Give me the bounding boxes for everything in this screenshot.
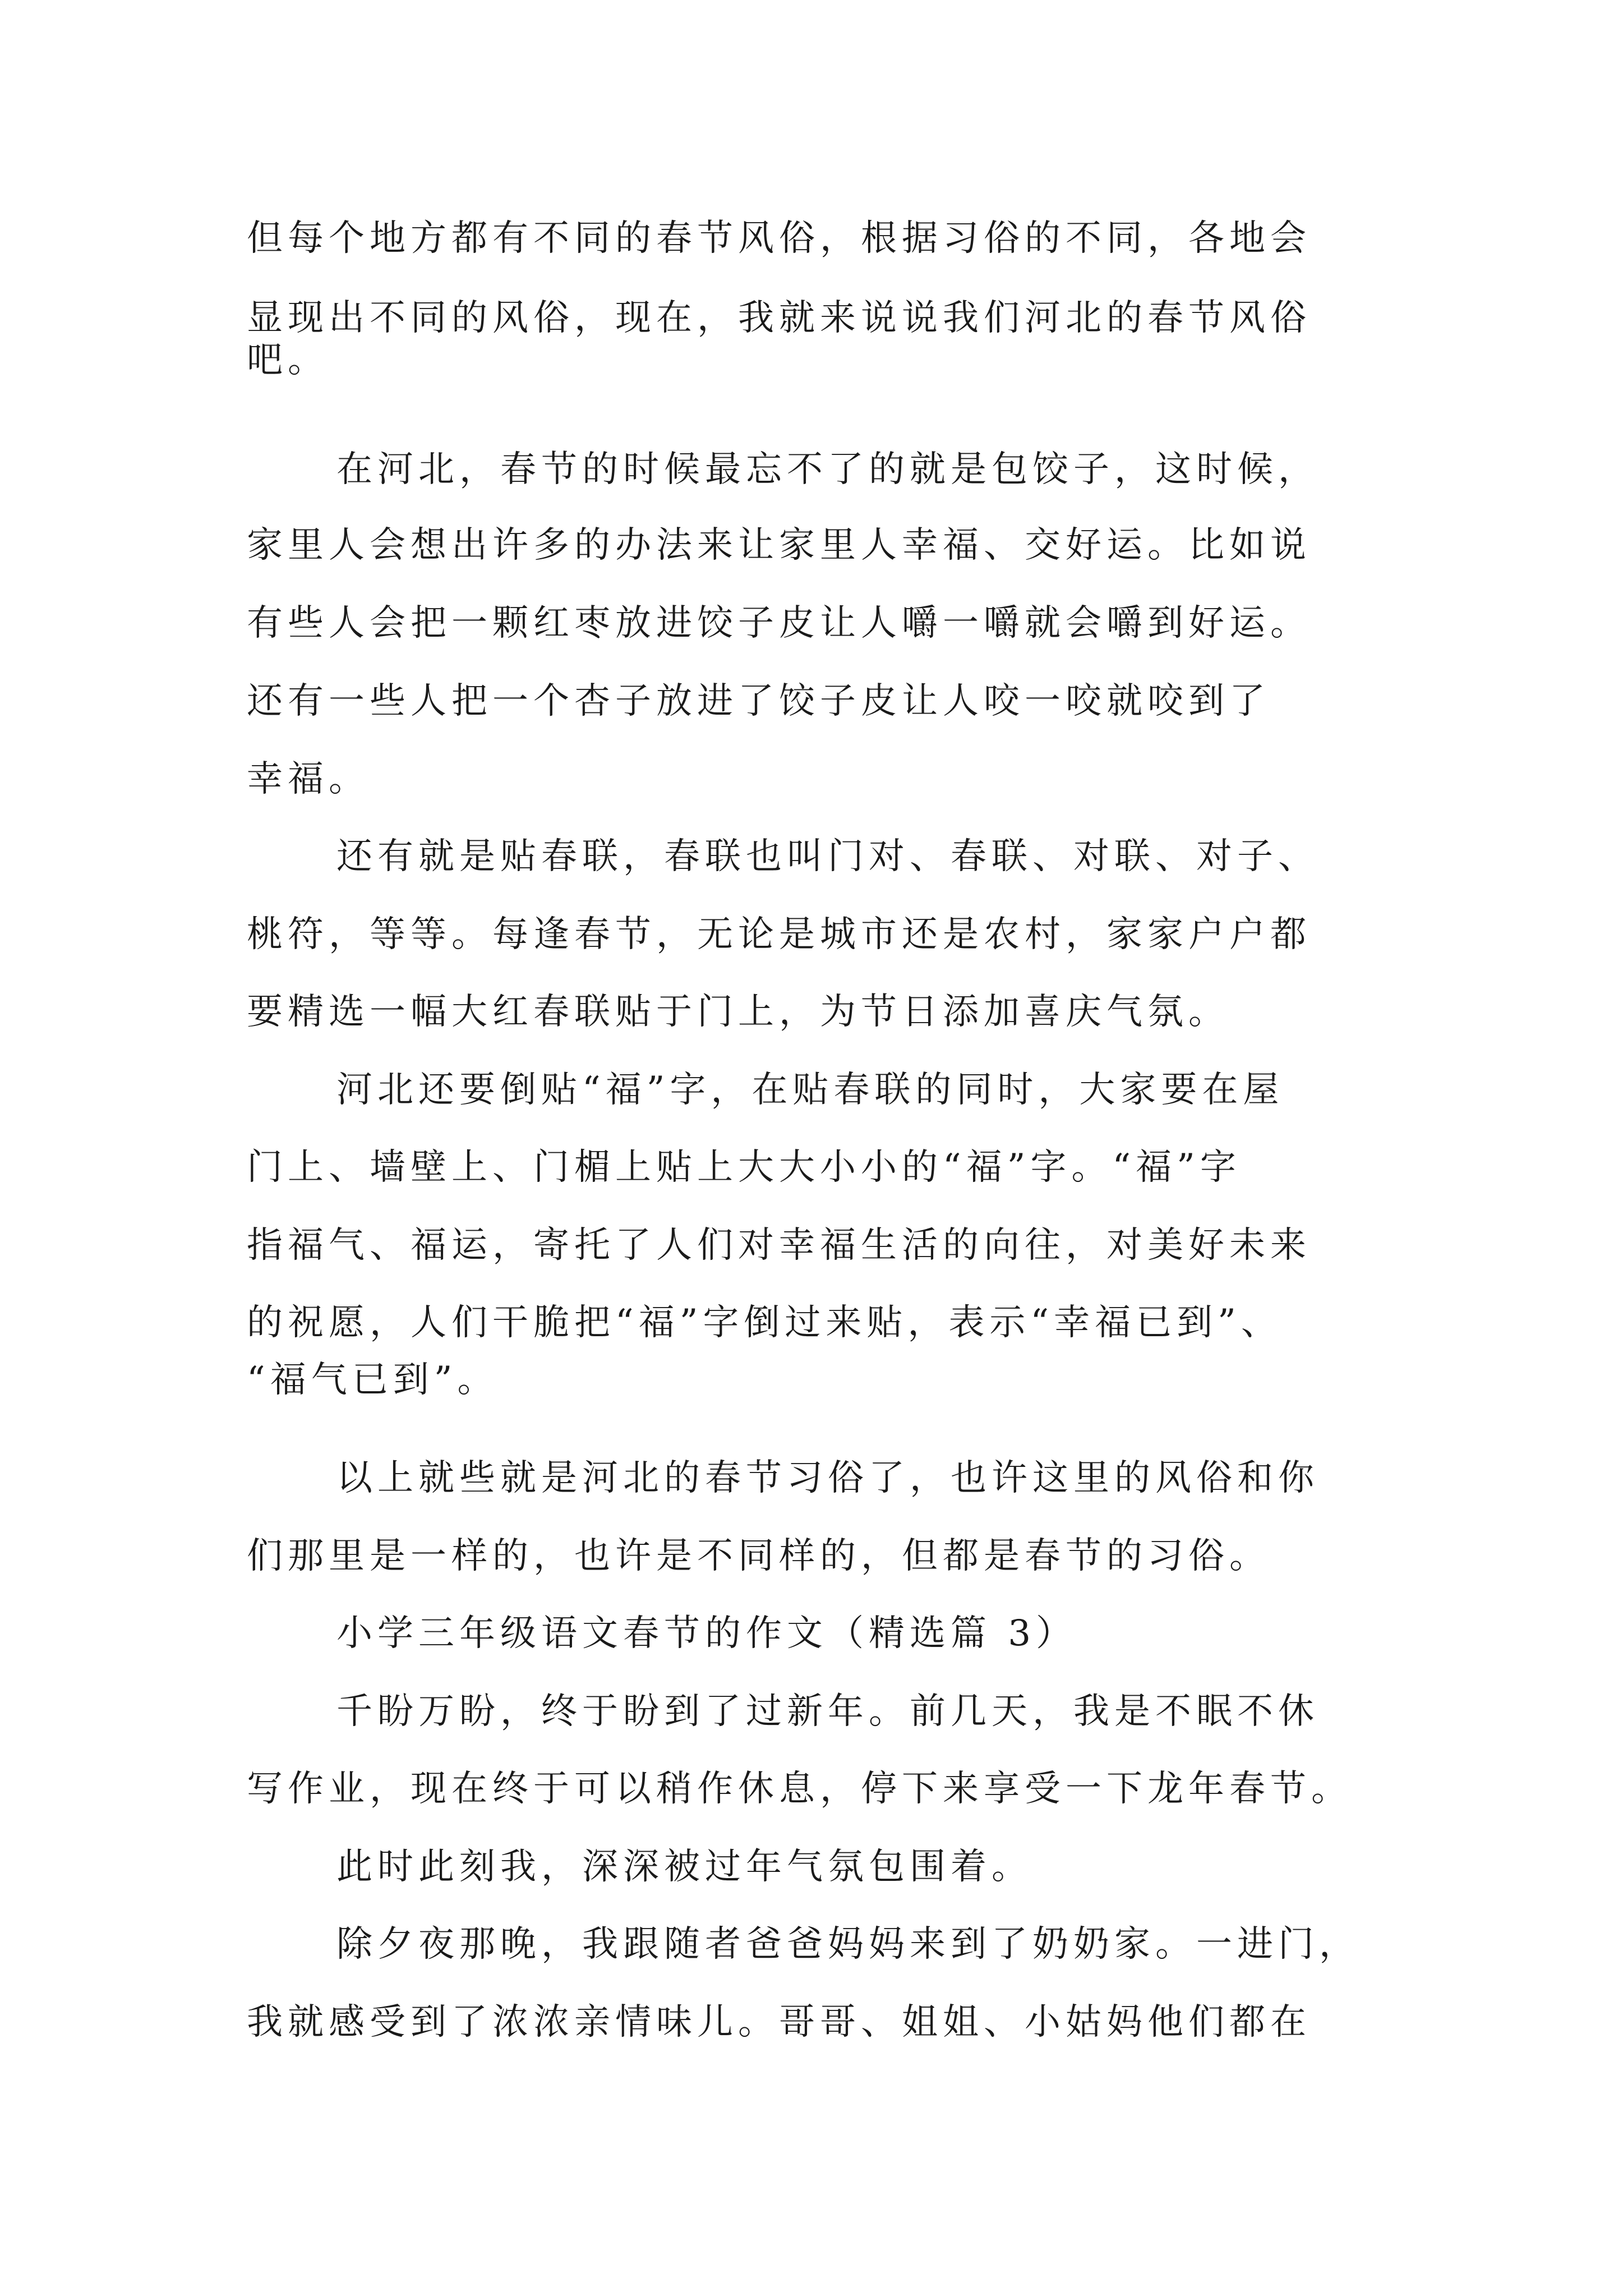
paragraph-first-line: 千盼万盼，终于盼到了过新年。前几天，我是不眠不休 (336, 1691, 1319, 1732)
paragraph-first-line: 河北还要倒贴“福”字，在贴春联的同时，大家要在屋 (336, 1069, 1284, 1111)
text-line: 要精选一幅大红春联贴于门上，为节日添加喜庆气氛。 (247, 991, 1229, 1033)
text-line: 显现出不同的风俗，现在，我就来说说我们河北的春节风俗 (247, 297, 1311, 339)
paragraph-first-line: 还有就是贴春联，春联也叫门对、春联、对联、对子、 (336, 836, 1319, 877)
text-line: 吧。 (247, 339, 329, 381)
text-line: 我就感受到了浓浓亲情味儿。哥哥、姐姐、小姑妈他们都在 (247, 2001, 1311, 2043)
paragraph-first-line: 除夕夜那晚，我跟随者爸爸妈妈来到了奶奶家。一进门， (336, 1924, 1360, 1965)
text-line: 幸福。 (247, 758, 370, 800)
text-line: 们那里是一样的，也许是不同样的，但都是春节的习俗。 (247, 1535, 1270, 1577)
text-line: 还有一些人把一个杏子放进了饺子皮让人咬一咬就咬到了 (247, 680, 1270, 722)
text-line: 但每个地方都有不同的春节风俗，根据习俗的不同，各地会 (247, 218, 1311, 259)
text-line: 的祝愿，人们干脆把“福”字倒过来贴，表示“幸福已到”、 (247, 1302, 1282, 1343)
text-line: “福气已到”。 (247, 1359, 499, 1401)
paragraph-first-line: 此时此刻我，深深被过年气氛包围着。 (336, 1846, 1032, 1888)
paragraph-first-line: 在河北，春节的时候最忘不了的就是包饺子，这时候， (336, 449, 1319, 490)
text-line: 有些人会把一颗红枣放进饺子皮让人嚼一嚼就会嚼到好运。 (247, 602, 1311, 644)
text-line: 家里人会想出许多的办法来让家里人幸福、交好运。比如说 (247, 524, 1311, 566)
text-line: 门上、墙壁上、门楣上贴上大大小小的“福”字。“福”字 (247, 1147, 1241, 1188)
text-line: 桃符，等等。每逢春节，无论是城市还是农村，家家户户都 (247, 914, 1311, 955)
paragraph-first-line: 以上就些就是河北的春节习俗了，也许这里的风俗和你 (336, 1457, 1319, 1499)
section-title: 小学三年级语文春节的作文（精选篇 3） (336, 1613, 1077, 1654)
text-line: 写作业，现在终于可以稍作休息，停下来享受一下龙年春节。 (247, 1768, 1352, 1810)
text-line: 指福气、福运，寄托了人们对幸福生活的向往，对美好未来 (247, 1225, 1311, 1266)
